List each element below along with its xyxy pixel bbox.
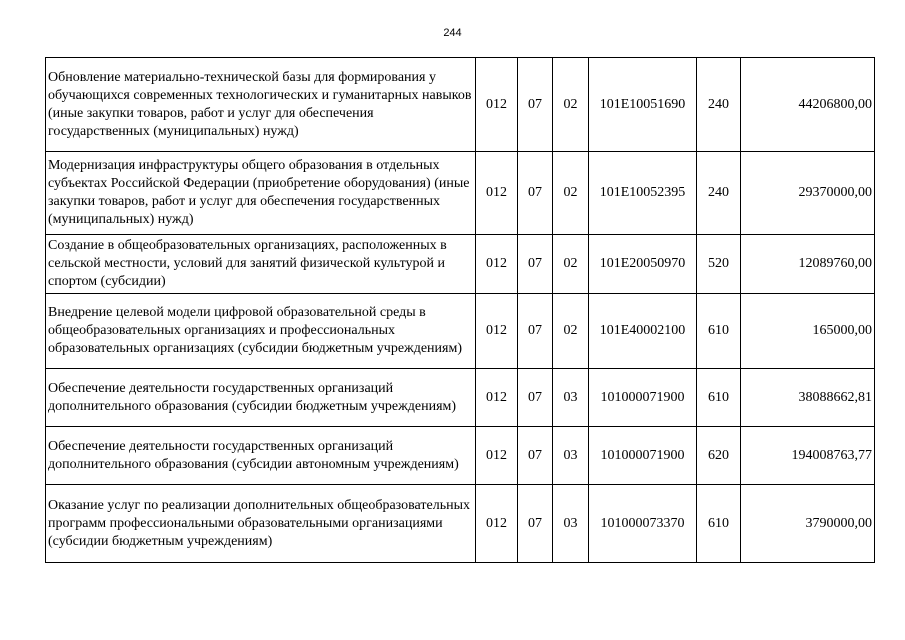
section-code: 07 [518, 485, 553, 563]
row-amount: 165000,00 [741, 294, 875, 369]
ministry-code: 012 [476, 485, 518, 563]
row-amount: 44206800,00 [741, 58, 875, 152]
row-amount: 3790000,00 [741, 485, 875, 563]
section-code: 07 [518, 58, 553, 152]
expense-type-code: 610 [697, 485, 741, 563]
ministry-code: 012 [476, 58, 518, 152]
expense-type-code: 620 [697, 427, 741, 485]
row-amount: 38088662,81 [741, 369, 875, 427]
subsection-code: 02 [553, 294, 589, 369]
subsection-code: 03 [553, 485, 589, 563]
table-row [46, 485, 875, 563]
table-row [46, 369, 875, 427]
target-article-code: 101E10051690 [589, 58, 697, 152]
section-code: 07 [518, 427, 553, 485]
table-row [46, 152, 875, 235]
row-description: Модернизация инфраструктуры общего образования в отдельных субъектах Российской Федерации (приобретение оборудования) (иные закупки товаров, работ и услуг для обеспечения государственных (муниципальных) нужд) [46, 152, 476, 235]
subsection-code: 03 [553, 369, 589, 427]
table-row [46, 58, 875, 152]
ministry-code: 012 [476, 152, 518, 235]
expense-type-code: 240 [697, 152, 741, 235]
ministry-code: 012 [476, 427, 518, 485]
section-code: 07 [518, 369, 553, 427]
section-code: 07 [518, 294, 553, 369]
ministry-code: 012 [476, 369, 518, 427]
subsection-code: 02 [553, 235, 589, 294]
table-row [46, 427, 875, 485]
row-description: Внедрение целевой модели цифровой образовательной среды в общеобразовательных организациях и профессиональных образовательных организациях (субсидии бюджетным учреждениям) [46, 294, 476, 369]
ministry-code: 012 [476, 294, 518, 369]
subsection-code: 02 [553, 58, 589, 152]
row-description: Оказание услуг по реализации дополнительных общеобразовательных программ профессиональными образовательными организациями (субсидии бюджетным учреждениям) [46, 485, 476, 563]
target-article-code: 101000071900 [589, 369, 697, 427]
expense-type-code: 520 [697, 235, 741, 294]
row-description: Обновление материально-технической базы для формирования у обучающихся современных технологических и гуманитарных навыков (иные закупки товаров, работ и услуг для обеспечения государственных (муниципальных) нужд) [46, 58, 476, 152]
target-article-code: 101000071900 [589, 427, 697, 485]
section-code: 07 [518, 235, 553, 294]
budget-table [45, 57, 875, 563]
row-description: Обеспечение деятельности государственных организаций дополнительного образования (субсидии автономным учреждениям) [46, 427, 476, 485]
ministry-code: 012 [476, 235, 518, 294]
subsection-code: 03 [553, 427, 589, 485]
expense-type-code: 610 [697, 294, 741, 369]
target-article-code: 101E10052395 [589, 152, 697, 235]
target-article-code: 101E40002100 [589, 294, 697, 369]
expense-type-code: 610 [697, 369, 741, 427]
row-description: Создание в общеобразовательных организациях, расположенных в сельской местности, условий для занятий физической культурой и спортом (субсидии) [46, 235, 476, 294]
page-number: 244 [443, 27, 462, 39]
section-code: 07 [518, 152, 553, 235]
row-amount: 194008763,77 [741, 427, 875, 485]
subsection-code: 02 [553, 152, 589, 235]
target-article-code: 101E20050970 [589, 235, 697, 294]
row-amount: 12089760,00 [741, 235, 875, 294]
expense-type-code: 240 [697, 58, 741, 152]
table-row [46, 294, 875, 369]
row-description: Обеспечение деятельности государственных организаций дополнительного образования (субсидии бюджетным учреждениям) [46, 369, 476, 427]
table-row [46, 235, 875, 294]
row-amount: 29370000,00 [741, 152, 875, 235]
target-article-code: 101000073370 [589, 485, 697, 563]
